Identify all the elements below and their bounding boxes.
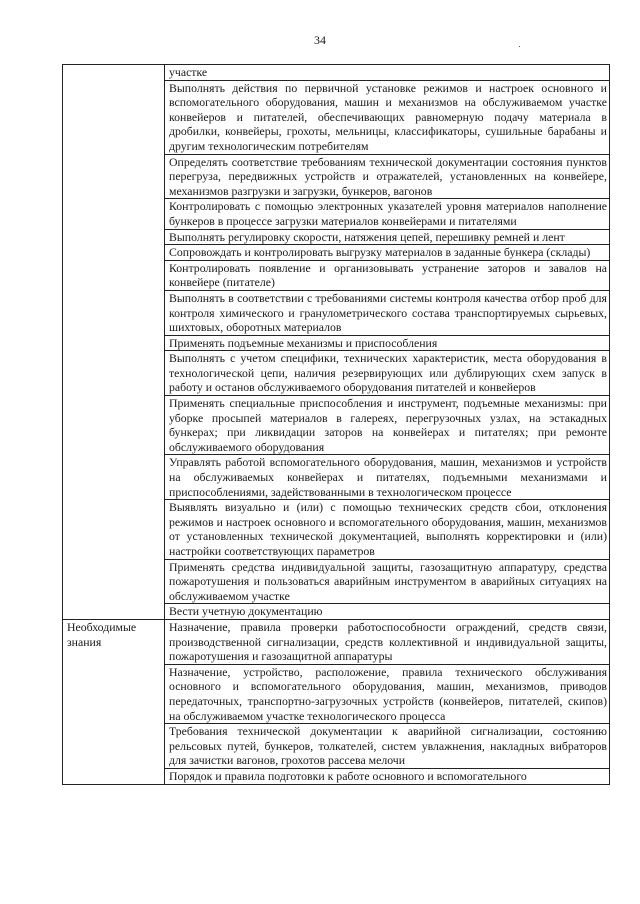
row-text: Выполнять действия по первичной установке режимов и настроек основного и вспомогательного оборудования, машин и механизмов на обслуживаемом участке конвейеров и питателей, обеспечивающих равномерную подачу материала в дробилки, конвейеры, грохоты, мельницы, классификаторы, сушильные барабаны и другим технологическим потребителям xyxy=(165,80,610,154)
row-label xyxy=(63,335,165,351)
table-row xyxy=(63,500,610,559)
row-label xyxy=(63,80,165,154)
row-text: Выявлять визуально и (или) с помощью технических средств сбои, отклонения режимов и настроек основного и вспомогательного оборудования, машин, механизмов от установленных технической документацией, выполнять корректировки и (или) настройки соответствующих параметров xyxy=(165,500,610,559)
row-text: Применять средства индивидуальной защиты, газозащитную аппаратуру, средства пожаротушения и пользоваться аварийным инструментом в аварийных ситуациях на обслуживаемом участке xyxy=(165,559,610,604)
row-label xyxy=(63,664,165,723)
table-row xyxy=(63,229,610,245)
table-row xyxy=(63,559,610,604)
section-label-necessary-knowledge: Необходимые знания xyxy=(63,619,165,664)
row-label xyxy=(63,154,165,199)
page-number: 34 xyxy=(314,33,326,47)
row-label xyxy=(63,500,165,559)
row-label xyxy=(63,351,165,396)
table-row xyxy=(63,396,610,455)
row-text: Выполнять в соответствии с требованиями системы контроля качества отбор проб для контроля химического и гранулометрического состава транспортируемых сырьевых, шихтовых, оборотных материалов xyxy=(165,290,610,335)
table-row xyxy=(63,65,610,81)
requirements-table xyxy=(62,64,610,785)
row-label xyxy=(63,724,165,769)
table-row xyxy=(63,290,610,335)
table-row xyxy=(63,260,610,290)
row-text: Контролировать появление и организовывать устранение заторов и завалов на конвейере (питателе) xyxy=(165,260,610,290)
row-text: Назначение, устройство, расположение, правила технического обслуживания основного и вспомогательного оборудования, машин, механизмов, приводов передаточных, транспортно-загрузочных устройств (конвейеров, питателей, скипов) на обслуживаемом участке технологического процесса xyxy=(165,664,610,723)
row-label xyxy=(63,559,165,604)
table-row xyxy=(63,724,610,769)
row-label xyxy=(63,290,165,335)
row-text: Выполнять с учетом специфики, технических характеристик, места оборудования в технологической цепи, наличия резервирующих или дублирующих схем запуск в работу и останов обслуживаемого оборудования питателей и конвейеров xyxy=(165,351,610,396)
table-row xyxy=(63,619,610,664)
row-label xyxy=(63,199,165,229)
row-label xyxy=(63,455,165,500)
row-label xyxy=(63,604,165,620)
table-row xyxy=(63,664,610,723)
table-row xyxy=(63,154,610,199)
row-text: Контролировать с помощью электронных указателей уровня материалов наполнение бункеров в процессе загрузки материалов конвейерами и питателями xyxy=(165,199,610,229)
row-label xyxy=(63,260,165,290)
row-text: Выполнять регулировку скорости, натяжения цепей, перешивку ремней и лент xyxy=(165,229,610,245)
table-row xyxy=(63,455,610,500)
table-row xyxy=(63,351,610,396)
row-text: Сопровождать и контролировать выгрузку материалов в заданные бункера (склады) xyxy=(165,245,610,261)
table-row xyxy=(63,335,610,351)
row-text: Применять специальные приспособления и инструмент, подъемные механизмы: при уборке просыпей материалов в галереях, перегрузочных узлах, на эстакадных бункерах; при ликвидации заторов на конвейерах и питателях; при ремонте обслуживаемого оборудования xyxy=(165,396,610,455)
row-text: Определять соответствие требованиям технической документации состояния пунктов перегруза, передвижных устройств и отражателей, установленных на конвейере, механизмов разгрузки и загрузки, бункеров, вагонов xyxy=(165,154,610,199)
row-text: Порядок и правила подготовки к работе основного и вспомогательного xyxy=(165,768,610,784)
row-text: Управлять работой вспомогательного оборудования, машин, механизмов и устройств на обслуживаемых конвейерах и питателях, подъемными механизмами и приспособлениями, задействованными в технологическом процессе xyxy=(165,455,610,500)
row-label xyxy=(63,229,165,245)
row-label xyxy=(63,396,165,455)
table-row xyxy=(63,199,610,229)
table-row xyxy=(63,768,610,784)
scan-speck xyxy=(519,46,520,47)
row-text: участке xyxy=(165,65,610,81)
row-text: Применять подъемные механизмы и приспособления xyxy=(165,335,610,351)
row-label xyxy=(63,768,165,784)
row-text: Требования технической документации к аварийной сигнализации, состоянию рельсовых путей, бункеров, толкателей, систем увлажнения, накладных вибраторов для зачистки вагонов, грохотов рассева мелочи xyxy=(165,724,610,769)
row-text: Назначение, правила проверки работоспособности ограждений, средств связи, производственной сигнализации, средств коллективной и индивидуальной защиты, пожаротушения и газозащитной аппаратуры xyxy=(165,619,610,664)
table-row xyxy=(63,245,610,261)
row-text: Вести учетную документацию xyxy=(165,604,610,620)
row-label xyxy=(63,245,165,261)
table-row xyxy=(63,80,610,154)
table-row xyxy=(63,604,610,620)
row-label xyxy=(63,65,165,81)
requirements-table-body xyxy=(63,65,610,785)
